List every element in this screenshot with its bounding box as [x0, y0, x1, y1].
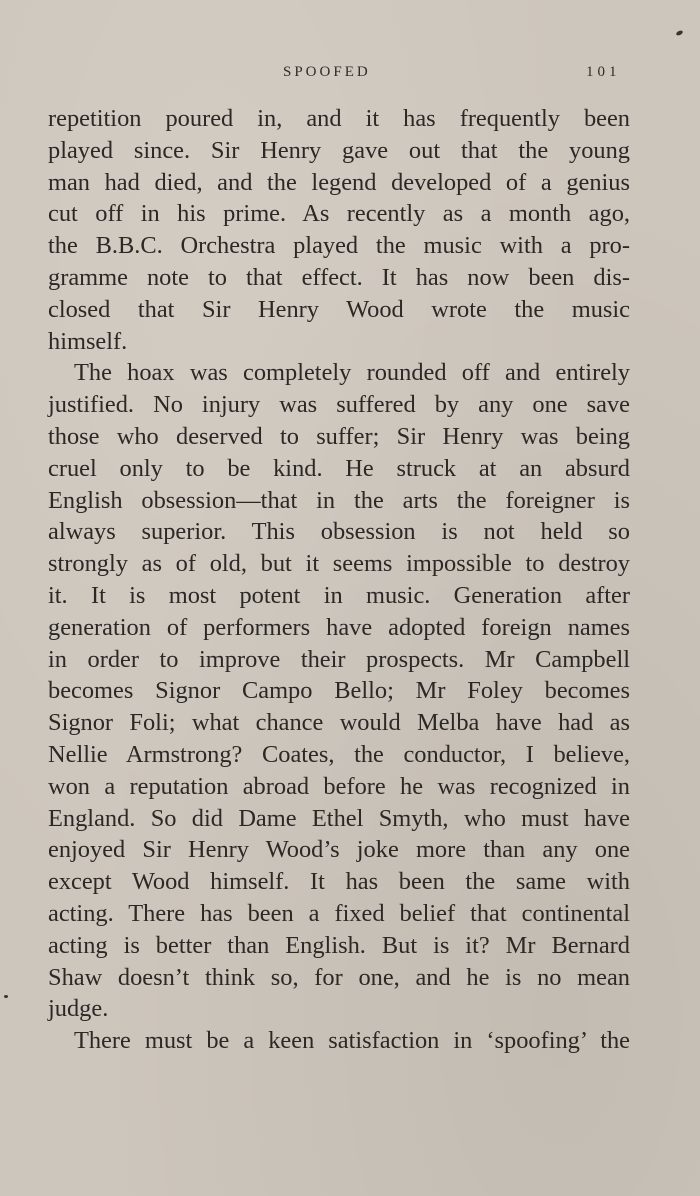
- text-line: becomes Signor Campo Bello; Mr Foley becomes: [48, 677, 630, 705]
- text-line: the B.B.C. Orchestra played the music with a pro-: [48, 232, 630, 260]
- text-line: generation of performers have adopted foreign names: [48, 613, 630, 641]
- text-line: enjoyed Sir Henry Wood’s joke more than any one: [48, 836, 630, 864]
- text-line: justified. No injury was suffered by any one save: [48, 391, 630, 419]
- text-line: gramme note to that effect. It has now been dis-: [48, 263, 630, 291]
- text-line: Nellie Armstrong? Coates, the conductor, I believe,: [48, 740, 630, 768]
- text-line: always superior. This obsession is not held so: [48, 518, 630, 546]
- text-line: man had died, and the legend developed of a genius: [48, 168, 630, 196]
- running-head: [0, 64, 700, 88]
- text-line: it. It is most potent in music. Generation after: [48, 581, 630, 609]
- paragraph-start-line: There must be a keen satisfaction in ‘spoofing’ the: [74, 1027, 630, 1055]
- ink-speck: [4, 995, 8, 998]
- text-line: English obsession—that in the arts the foreigner is: [48, 486, 630, 514]
- text-line: Shaw doesn’t think so, for one, and he is no mean: [48, 963, 630, 991]
- text-line: in order to improve their prospects. Mr Campbell: [48, 645, 630, 673]
- body-text: [48, 103, 630, 1057]
- text-line: England. So did Dame Ethel Smyth, who must have: [48, 804, 630, 832]
- text-line: acting. There has been a fixed belief that continental: [48, 899, 630, 927]
- text-line: repetition poured in, and it has frequently been: [48, 105, 630, 132]
- text-line: except Wood himself. It has been the same with: [48, 868, 630, 896]
- paragraph-start-line: The hoax was completely rounded off and entirely: [74, 359, 630, 387]
- text-line: cruel only to be kind. He struck at an absurd: [48, 454, 630, 482]
- text-line: acting is better than English. But is it? Mr Bernard: [48, 931, 630, 959]
- text-line: strongly as of old, but it seems impossible to destroy: [48, 550, 630, 578]
- text-line: those who deserved to suffer; Sir Henry was being: [48, 422, 630, 450]
- text-line: Signor Foli; what chance would Melba have had as: [48, 709, 630, 737]
- paragraph-end-line: himself.: [48, 327, 128, 355]
- text-line: won a reputation abroad before he was recognized in: [48, 772, 630, 800]
- text-line: cut off in his prime. As recently as a month ago,: [48, 200, 630, 228]
- text-line: closed that Sir Henry Wood wrote the music: [48, 295, 630, 323]
- paragraph-end-line: judge.: [48, 995, 109, 1023]
- text-line: played since. Sir Henry gave out that the young: [48, 136, 630, 164]
- ink-speck: [675, 30, 683, 37]
- running-title: SPOOFED: [283, 64, 371, 80]
- page-number: 101: [586, 64, 621, 80]
